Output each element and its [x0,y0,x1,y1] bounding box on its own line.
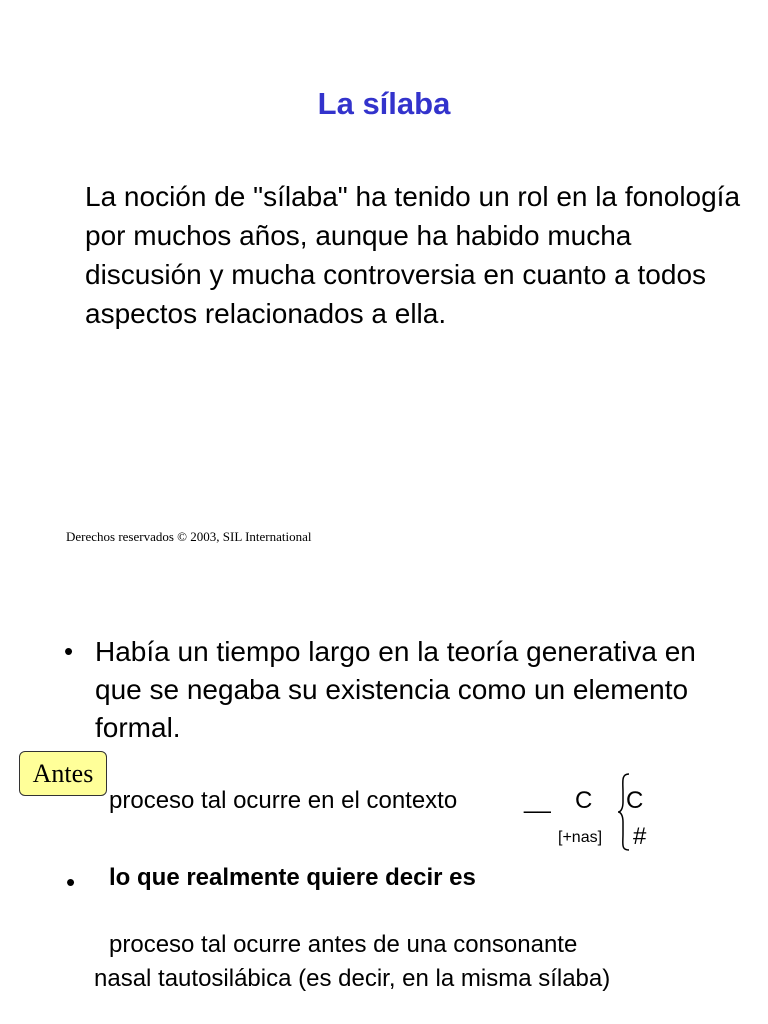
antes-callout [19,751,107,796]
alternative-consonant: C [626,787,644,814]
antes-label: Antes [32,758,94,788]
bullet-marker: • [66,867,76,897]
context-consonant: C [575,787,593,814]
context-blank: __ [524,787,551,814]
slide-title: La sílaba [317,86,451,121]
context-rule-text: proceso tal ocurre en el contexto [109,787,458,814]
copyright-notice: Derechos reservados © 2003, SIL International [66,529,312,544]
nasal-feature-label: [+nas] [558,829,603,846]
bullet-generative-theory: Había un tiempo largo en la teoría generativa en que se negaba su existencia como un elemento formal. [95,636,696,743]
real-meaning-line-1: proceso tal ocurre antes de una consonante [109,931,578,958]
alternative-word-boundary: # [633,823,647,850]
bullet-real-meaning: lo que realmente quiere decir es [109,864,476,891]
intro-paragraph: La noción de "sílaba" ha tenido un rol en la fonología por muchos años, aunque ha habido mucha discusión y mucha controversia en cuanto a todos aspectos relacionados a ella. [85,181,741,329]
bullet-marker: • [64,636,74,666]
real-meaning-line-2: nasal tautosilábica (es decir, en la misma sílaba) [94,965,611,992]
